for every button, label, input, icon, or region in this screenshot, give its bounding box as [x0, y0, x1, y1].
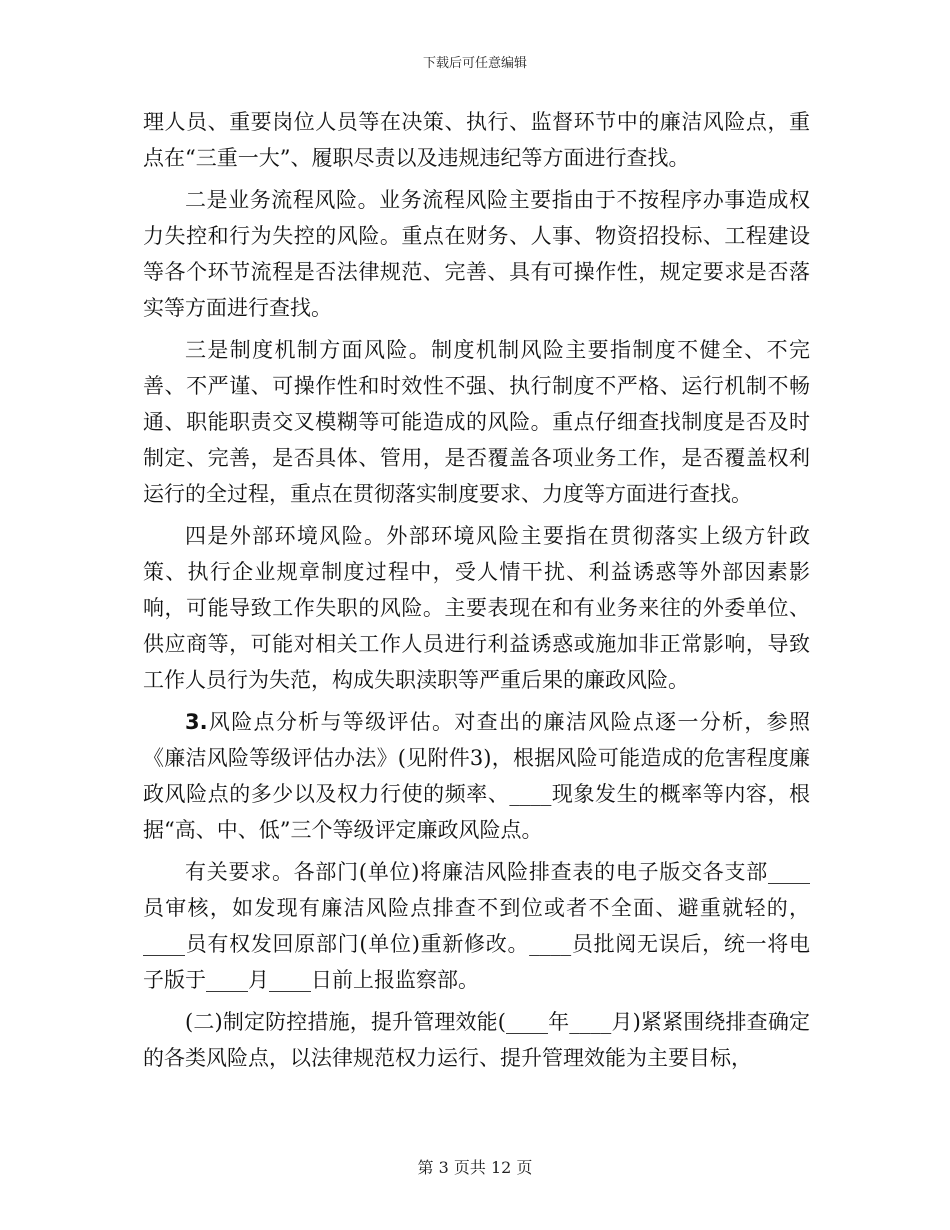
- paragraph-1: [143, 104, 810, 176]
- paragraph-text: 三是制度机制方面风险。制度机制风险主要指制度不健全、不完善、不严谨、可操作性和时效性不强、执行制度不严格、运行机制不畅通、职能职责交叉模糊等可能造成的风险。重点仔细查找制度是否及时制定、完善，是否具体、管用，是否覆盖各项业务工作，是否覆盖权利运行的全过程，重点在贯彻落实制度要求、力度等方面进行查找。: [143, 338, 810, 506]
- page-header-note: 下载后可任意编辑: [422, 56, 527, 71]
- paragraph-text: 有关要求。各部门(单位)将廉洁风险排查表的电子版交各支部____员审核，如发现有廉洁风险点排查不到位或者不全面、避重就轻的，____员有权发回原部门(单位)重新修改。____员批阅无误后，统一将电子版于____月____日前上报监察部。: [143, 860, 810, 992]
- paragraph-text: 风险点分析与等级评估。对查出的廉洁风险点逐一分析，参照《廉洁风险等级评估办法》(见附件3)，根据风险可能造成的危害程度廉政风险点的多少以及权力行使的频率、____现象发生的概率等内容，根据“高、中、低”三个等级评定廉政风险点。: [143, 710, 810, 842]
- paragraph-text: 二是业务流程风险。业务流程风险主要指由于不按程序办事造成权力失控和行为失控的风险。重点在财务、人事、物资招投标、工程建设等各个环节流程是否法律规范、完善、具有可操作性，规定要求是否落实等方面进行查找。: [143, 188, 810, 320]
- paragraph-text: 四是外部环境风险。外部环境风险主要指在贯彻落实上级方针政策、执行企业规章制度过程中，受人情干扰、利益诱惑等外部因素影响，可能导致工作失职的风险。主要表现在和有业务来往的外委单位、供应商等，可能对相关工作人员进行利益诱惑或施加非正常影响，导致工作人员行为失范，构成失职渎职等严重后果的廉政风险。: [143, 524, 810, 692]
- paragraph-business-process-risk: [143, 182, 810, 326]
- document-body: [143, 104, 810, 1082]
- section-number: 3.: [185, 710, 208, 734]
- paragraph-text: (二)制定防控措施，提升管理效能(____年____月)紧紧围绕排查确定的各类风险点，以法律规范权力运行、提升管理效能为主要目标，: [143, 1010, 810, 1070]
- paragraph-requirements: [143, 854, 810, 998]
- paragraph-institutional-risk: [143, 332, 810, 512]
- paragraph-control-measures: [143, 1004, 810, 1076]
- paragraph-external-risk: [143, 518, 810, 698]
- paragraph-risk-assessment: [143, 704, 810, 848]
- page-number-footer: 第 3 页共 12 页: [417, 1158, 533, 1177]
- paragraph-text: 理人员、重要岗位人员等在决策、执行、监督环节中的廉洁风险点，重点在“三重一大”、履职尽责以及违规违纪等方面进行查找。: [143, 110, 810, 170]
